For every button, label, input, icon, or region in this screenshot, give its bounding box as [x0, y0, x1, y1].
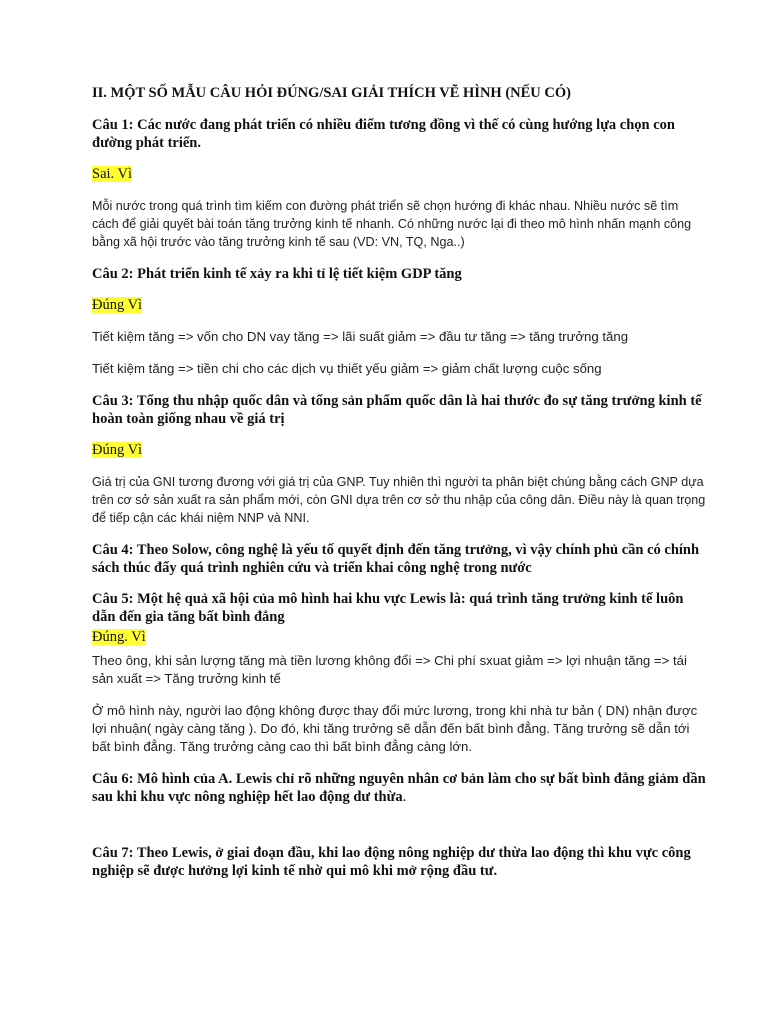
answer-5: [92, 628, 708, 646]
question-6: [92, 770, 708, 806]
answer-3: [92, 441, 708, 459]
answer-1-highlight: Sai. Vì: [92, 166, 133, 182]
question-7: Câu 7: Theo Lewis, ở giai đoạn đầu, khi lao động nông nghiệp dư thừa lao động thì khu vực công nghiệp sẽ được hưởng lợi kinh tế nhờ qui mô khi mở rộng đầu tư.: [92, 845, 691, 879]
question-6-tail: .: [402, 789, 407, 805]
explanation-2-para-1: Tiết kiệm tăng => vốn cho DN vay tăng => lãi suất giảm => đầu tư tăng => tăng trưởng tăng: [92, 329, 629, 344]
explanation-5-para-1: Theo ông, khi sản lượng tăng mà tiền lương không đổi => Chi phí sxuat giảm => lợi nhuận tăng => tái sản xuất => Tăng trưởng kinh tế: [92, 653, 687, 686]
answer-3-highlight: Đúng Vì: [92, 442, 143, 458]
explanation-3-para-1: Giá trị của GNI tương đương với giá trị của GNP. Tuy nhiên thì người ta phân biệt chúng bằng cách GNP dựa trên cơ sở sản xuất ra sản phẩm mới, còn GNI dựa trên cơ sở thu nhập của công dân. Điều này là quan trọng để tiếp cận các khái niệm NNP và NNI.: [92, 475, 706, 525]
answer-2: [92, 296, 708, 314]
question-6-text: Câu 6: Mô hình của A. Lewis chỉ rõ những nguyên nhân cơ bản làm cho sự bất bình đẳng giảm dần sau khi khu vực nông nghiệp hết lao động dư thừa: [92, 771, 706, 805]
question-4: Câu 4: Theo Solow, công nghệ là yếu tố quyết định đến tăng trưởng, vì vậy chính phủ cần có chính sách thúc đẩy quá trình nghiên cứu và triển khai công nghệ trong nước: [92, 542, 700, 576]
answer-2-highlight: Đúng Vì: [92, 297, 143, 313]
section-heading: II. MỘT SỐ MẪU CÂU HỎI ĐÚNG/SAI GIẢI THÍCH VẼ HÌNH (NẾU CÓ): [92, 85, 571, 101]
question-5: Câu 5: Một hệ quả xã hội của mô hình hai khu vực Lewis là: quá trình tăng trưởng kinh tế luôn dẫn đến gia tăng bất bình đẳng: [92, 591, 684, 625]
question-1: Câu 1: Các nước đang phát triển có nhiều điểm tương đồng vì thế có cùng hướng lựa chọn con đường phát triển.: [92, 117, 675, 151]
answer-5-highlight: Đúng. Vì: [92, 629, 146, 645]
question-2: Câu 2: Phát triển kinh tế xảy ra khi tỉ lệ tiết kiệm GDP tăng: [92, 266, 462, 282]
explanation-5-para-2: Ở mô hình này, người lao động không được thay đổi mức lương, trong khi nhà tư bản ( DN) nhận được lợi nhuận( ngày càng tăng ). Do đó, khi tăng trưởng sẽ dẫn đến bất bình đẳng. Tăng trưởng sẽ dẫn tới bất bình đẳng. Tăng trưởng càng cao thì bất bình đẳng càng lớn.: [92, 703, 698, 754]
explanation-1-para-1: Mỗi nước trong quá trình tìm kiếm con đường phát triển sẽ chọn hướng đi khác nhau. Nhiều nước sẽ tìm cách để giải quyết bài toán tăng trưởng kinh tế nhanh. Có những nước lại đi theo mô hình nhấn mạnh công bằng xã hội trước vào tăng trưởng kinh tế sau (VD: VN, TQ, Nga..): [92, 199, 692, 249]
answer-1: [92, 165, 708, 183]
question-3: Câu 3: Tổng thu nhập quốc dân và tổng sản phẩm quốc dân là hai thước đo sự tăng trưởng kinh tế hoàn toàn giống nhau về giá trị: [92, 393, 702, 427]
explanation-2-para-2: Tiết kiệm tăng => tiền chi cho các dịch vụ thiết yếu giảm => giảm chất lượng cuộc sống: [92, 361, 602, 376]
